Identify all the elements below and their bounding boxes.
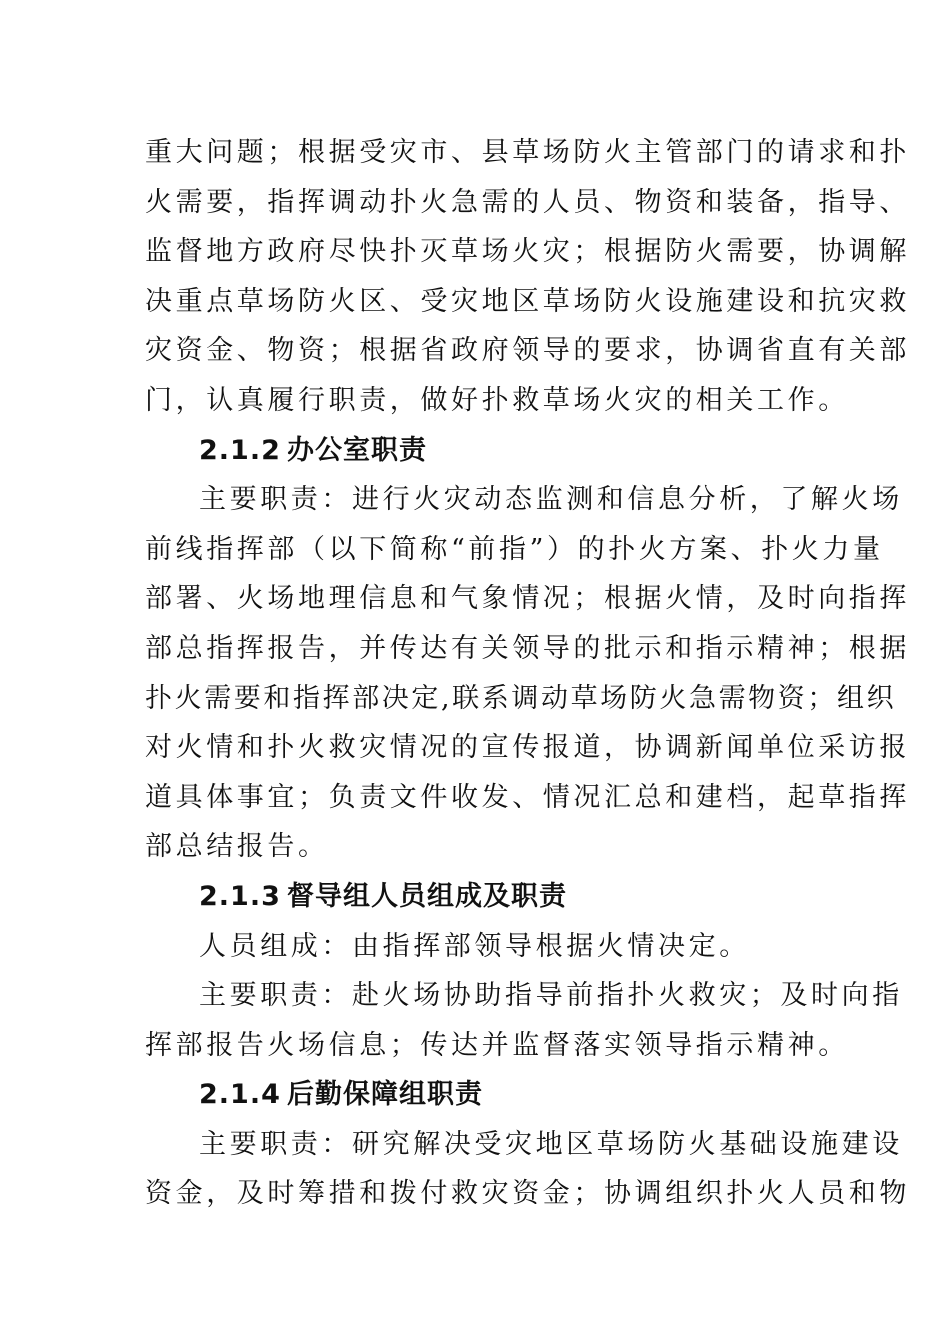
body-line: 灾资金、物资；根据省政府领导的要求，协调省直有关部 (145, 335, 910, 367)
section-number: 2.1.2 (199, 434, 281, 466)
section-title: 督导组人员组成及职责 (287, 880, 567, 912)
body-line: 前线指挥部（以下简称“前指”）的扑火方案、扑火力量 (145, 533, 884, 565)
section-title: 办公室职责 (287, 434, 427, 466)
section-heading (145, 426, 810, 476)
body-line: 挥部报告火场信息；传达并监督落实领导指示精神。 (145, 1029, 849, 1061)
body-line: 部署、火场地理信息和气象情况；根据火情，及时向指挥 (145, 583, 910, 615)
section-heading (145, 872, 810, 922)
body-line: 主要职责：赴火场协助指导前指扑火救灾；及时向指 (199, 980, 903, 1012)
body-line: 人员组成：由指挥部领导根据火情决定。 (199, 930, 750, 962)
body-line: 部总指挥报告，并传达有关领导的批示和指示精神；根据 (145, 632, 910, 664)
body-line: 道具体事宜；负责文件收发、情况汇总和建档，起草指挥 (145, 781, 910, 813)
section-number: 2.1.4 (199, 1079, 281, 1111)
body-line: 火需要，指挥调动扑火急需的人员、物资和装备，指导、 (145, 186, 910, 218)
body-line: 资金，及时筹措和拨付救灾资金；协调组织扑火人员和物 (145, 1178, 910, 1210)
section-heading (145, 1070, 810, 1120)
body-line: 监督地方政府尽快扑灭草场火灾；根据防火需要，协调解 (145, 236, 910, 268)
document-page (145, 128, 910, 1219)
section-number: 2.1.3 (199, 880, 281, 912)
body-line: 扑火需要和指挥部决定,联系调动草场防火急需物资；组织 (145, 682, 897, 714)
body-line: 部总结报告。 (145, 831, 329, 863)
body-line: 对火情和扑火救灾情况的宣传报道，协调新闻单位采访报 (145, 732, 910, 764)
body-line: 主要职责：研究解决受灾地区草场防火基础设施建设 (199, 1128, 903, 1160)
body-line: 重大问题；根据受灾市、县草场防火主管部门的请求和扑 (145, 137, 910, 168)
section-title: 后勤保障组职责 (287, 1079, 483, 1111)
body-line: 主要职责：进行火灾动态监测和信息分析，了解火场 (199, 484, 903, 516)
body-line: 门，认真履行职责，做好扑救草场火灾的相关工作。 (145, 384, 849, 416)
body-line: 决重点草场防火区、受灾地区草场防火设施建设和抗灾救 (145, 285, 910, 317)
